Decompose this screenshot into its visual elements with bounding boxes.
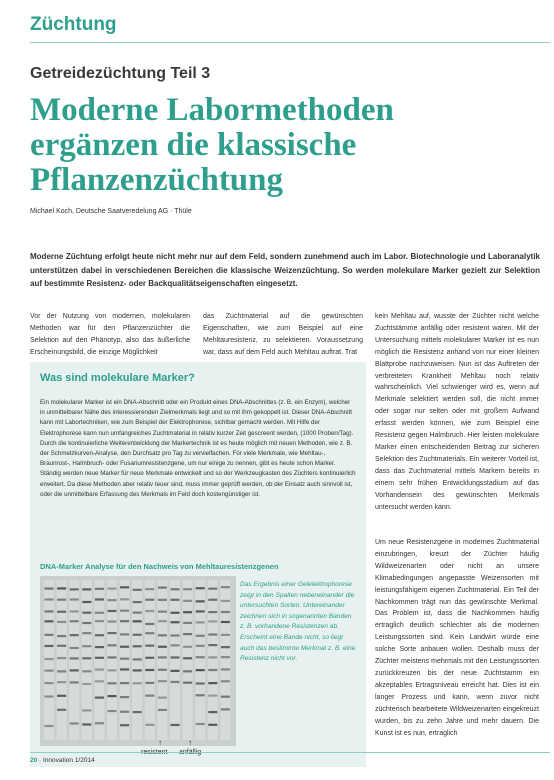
gel-lane [157, 580, 167, 740]
page-number: 20 [30, 757, 38, 764]
gel-band [158, 599, 167, 601]
page-footer [30, 757, 95, 764]
info-box-title: Was sind molekulare Marker? [40, 372, 195, 384]
gel-band [57, 695, 66, 697]
gel-band [108, 682, 117, 684]
gel-band [208, 656, 217, 658]
gel-band [221, 680, 230, 682]
gel-band [196, 723, 205, 725]
gel-band [221, 646, 230, 648]
column-3-text-continued: Um neue Resistenzgene in modernes Zuchtmaterial einzubringen, kreuzt der Züchter häufig Wildweizenarten oder nicht an unsere Klimabedingungen angepasste Weizensorten mit leistungsfähigem eigenen Zuchtmaterial. Ein Teil der Nachkommen trägt nun das gewünschte Merkmal. Das Problem ist, dass die Nachkommen häufig ertraglich deutlich schlechter als die modernen Leistungssorten sind. Kein Landwirt würde eine solche Sorte anbauen wollen. Deshalb muss der Züchter meistens mehrmals mit den Leistungssorten zurückkreuzen bis der neue Zuchtstamm ein akzeptables Ertragsniveau erreicht hat. Dies ist ein langer Prozess und kann, wenn zuvor nicht züchterisch bearbeitete Wildweizenarten eingekreuzt wurden, bis zu zehn Jahre und mehr dauern. Die Kunst ist es nun, ertraglich [375, 539, 539, 737]
title-line: Moderne Labormethoden [30, 92, 394, 128]
gel-band [108, 669, 117, 671]
gel-band [145, 695, 154, 697]
gel-lane [145, 580, 155, 740]
gel-lane [57, 580, 67, 740]
gel-band [171, 681, 180, 683]
gel-band [95, 722, 104, 724]
gel-band [221, 708, 230, 710]
gel-band [133, 682, 142, 684]
gel-band [158, 697, 167, 699]
gel-band [133, 601, 142, 603]
arrow-up-icon: ↑ [188, 738, 192, 747]
column-1-text: Vor der Nutzung von modernen, molekularen Methoden war für den Pflanzenzüchter die Selektion auf den Phänotyp, also das äußerliche Erscheinungsbild, die einzige Möglichkeit [30, 313, 190, 356]
gel-band [70, 620, 79, 622]
author-line: Michael Koch, Deutsche Saatveredelung AG · Thüle [30, 208, 192, 215]
gel-band [120, 682, 129, 684]
gel-band [95, 620, 104, 622]
gel-band [133, 611, 142, 613]
gel-band [158, 656, 167, 658]
gel-band [221, 668, 230, 670]
gel-band [133, 645, 142, 647]
gel-band [120, 724, 129, 726]
gel-band [95, 657, 104, 659]
gel-band [57, 635, 66, 637]
gel-lane [170, 580, 180, 740]
gel-lane [94, 580, 104, 740]
gel-band [183, 682, 192, 684]
gel-band [183, 611, 192, 613]
gel-band [95, 612, 104, 614]
gel-band [95, 696, 104, 698]
gel-band [221, 600, 230, 602]
page-title [30, 93, 540, 198]
gel-band [95, 588, 104, 590]
gel-band [70, 722, 79, 724]
gel-band [208, 711, 217, 713]
gel-band [45, 695, 54, 697]
title-line: ergänzen die klassische [30, 127, 357, 163]
gel-band [82, 645, 91, 647]
gel-band [196, 682, 205, 684]
gel-band [196, 669, 205, 671]
section-tag: Züchtung [30, 14, 117, 35]
gel-band [120, 598, 129, 600]
gel-band [120, 646, 129, 648]
gel-band [196, 587, 205, 589]
gel-band [208, 588, 217, 590]
gel-band [82, 723, 91, 725]
gel-band [45, 682, 54, 684]
gel-band [57, 599, 66, 601]
gel-band [57, 645, 66, 647]
gel-band [145, 623, 154, 625]
gel-band [221, 696, 230, 698]
gel-band [120, 711, 129, 713]
gel-band [171, 621, 180, 623]
gel-band [171, 588, 180, 590]
gel-band [145, 645, 154, 647]
gel-band [158, 586, 167, 588]
gel-band [183, 622, 192, 624]
gel-band [82, 622, 91, 624]
gel-band [208, 599, 217, 601]
gel-band [208, 669, 217, 671]
column-3-text: kein Mehltau auf, wusste der Züchter nicht welche Zuchtstämme anfällig oder resistent waren. Mit der Untersuchung mittels molekularer Marker ist es nun möglich die Resistenz anhand von nur einer kleinen Blattprobe nachzuweisen. Nun ist das Auftreten der verbreiteten Krankheit Mehltau noch relativ wahrscheinlich. Viel schwieriger wird es, wenn auf Merkmale selektiert werden soll, die nicht immer oder sogar nur selten oder mit großem Aufwand erfasst werden können, wie zum Beispiel eine Resistenz gegen Halmbruch. Hier leisten molekulare Marker einen entscheidenden Beitrag zur sicheren Selektion des Zuchtmaterials. Ein weiterer Vorteil ist, dass das Zuchtmaterial mittels Markern bereits in einem sehr frühen Entwicklungsstadium auf das Vorhandensein des gewünschten Merkmals untersucht werden kann. [375, 313, 539, 511]
gel-band [133, 634, 142, 636]
gel-band [95, 680, 104, 682]
gel-band [171, 670, 180, 672]
gel-band [196, 694, 205, 696]
section-divider [30, 42, 550, 43]
gel-band [183, 633, 192, 635]
gel-band [171, 634, 180, 636]
gel-band [57, 611, 66, 613]
gel-lane [208, 580, 218, 740]
gel-band [45, 645, 54, 647]
gel-band [120, 696, 129, 698]
figure-title: DNA-Marker Analyse für den Nachweis von Mehltauresistenzgenen [40, 562, 279, 571]
gel-band [70, 657, 79, 659]
gel-band [158, 646, 167, 648]
title-line: Pflanzenzüchtung [30, 162, 284, 198]
gel-band [57, 709, 66, 711]
gel-band [108, 610, 117, 612]
gel-band [196, 600, 205, 602]
gel-band [145, 657, 154, 659]
gel-band [196, 610, 205, 612]
gel-band [133, 620, 142, 622]
gel-band [70, 647, 79, 649]
gel-band [82, 601, 91, 603]
gel-band [145, 610, 154, 612]
gel-band [82, 670, 91, 672]
gel-band [57, 670, 66, 672]
gel-band [82, 683, 91, 685]
gel-lane [120, 580, 130, 740]
column-2-text: das Zuchtmaterial auf die gewünschten Eigenschaften, wie zum Beispiel auf eine Mehltauresistenz, zu selektieren. Voraussetzung war, dass auf dem Feld auch Mehltau auftrat. Trat [203, 313, 363, 356]
gel-band [133, 589, 142, 591]
gel-band [145, 682, 154, 684]
gel-band [208, 682, 217, 684]
gel-band [183, 646, 192, 648]
gel-band [57, 681, 66, 683]
gel-lane [195, 580, 205, 740]
gel-band [45, 658, 54, 660]
gel-band [221, 621, 230, 623]
gel-band [82, 588, 91, 590]
gel-band [70, 681, 79, 683]
footer-divider [30, 752, 550, 753]
gel-band [158, 669, 167, 671]
gel-band [196, 621, 205, 623]
gel-lane [183, 580, 193, 740]
gel-band [108, 632, 117, 634]
gel-band [45, 587, 54, 589]
figure-caption: Das Ergebnis einer Gelelektrophorese zeigt in den Spalten nebeneinander die untersuchten Sorten. Untereinander zeichnen sich in sogenannten Banden z. B. vorhandene Resistenzen ab. Erscheint eine Bande nicht, so liegt auch das bestimmte Merkmal z. B. eine Resistenz nicht vor. [240, 581, 356, 663]
gel-band [120, 633, 129, 635]
gel-band [108, 644, 117, 646]
gel-band [45, 634, 54, 636]
gel-band [82, 709, 91, 711]
gel-band [221, 656, 230, 658]
gel-band [145, 669, 154, 671]
info-box-text: Ein molekularer Marker ist ein DNA-Abschnitt oder ein Produkt eines DNA-Abschnittes (z. B. ein Enzym), welcher in unmittelbarer Nähe des interessierenden Zielmerkmals liegt und so mit ihm gekoppelt ist. Dieser DNA-Abschnitt kann mit Labortechniken, wie zum Beispiel der Elektrophorese, sichtbar gemacht werden. Mit Hilfe der Elektrophorese kann nun umfangreiches Zuchtmaterial in relativ kurzer Zeit gescreent werden, (1000 Proben/Tag). Durch die kontinuierliche Weiterentwicklung der Markertechnik ist es heute möglich mit neuen Methoden, wie z. B. der Schmelzkurven-Analyse, den Durchsatz pro Tag zu vervielfachen. Für viele Merkmale, wie Mehltau-, Braunrost-, Halmbruch- oder Fusariumresistenzgene, um nur einige zu nennen, gibt es heute schon Marker. Ständig werden neue Marker für neue Merkmale entwickelt und so der Werkzeugkasten des Züchters kontinuierlich erweitert. Da diese Methoden aber relativ teuer sind, muss immer geprüft werden, ob der Einsatz auch sinnvoll ist, oder die unmittelbare Erfassung des Merkmals im Feld doch kostengünstiger ist. [40, 399, 356, 498]
gel-band [120, 668, 129, 670]
gel-band [171, 612, 180, 614]
kicker: Getreidezüchtung Teil 3 [30, 65, 211, 82]
gel-band [171, 656, 180, 658]
gel-band [57, 587, 66, 589]
gel-band [208, 620, 217, 622]
gel-band [120, 586, 129, 588]
gel-band [158, 611, 167, 613]
gel-band [70, 588, 79, 590]
gel-band [208, 611, 217, 613]
gel-band [145, 632, 154, 634]
gel-band [120, 658, 129, 660]
gel-band [221, 634, 230, 636]
gel-band [208, 644, 217, 646]
gel-band [45, 598, 54, 600]
gel-band [57, 621, 66, 623]
gel-electrophoresis-graphic [40, 576, 236, 746]
gel-band [70, 598, 79, 600]
gel-band [95, 646, 104, 648]
gel-band [45, 669, 54, 671]
gel-band [158, 620, 167, 622]
footer-publication: · Innovation 1/2014 [37, 757, 95, 764]
gel-band [120, 610, 129, 612]
gel-band [45, 620, 54, 622]
gel-band [45, 610, 54, 612]
gel-band [196, 656, 205, 658]
gel-band [70, 669, 79, 671]
gel-band [108, 620, 117, 622]
gel-band [158, 680, 167, 682]
gel-band [183, 588, 192, 590]
gel-band [145, 588, 154, 590]
gel-band [208, 724, 217, 726]
gel-band [108, 599, 117, 601]
gel-band [95, 598, 104, 600]
gel-band [196, 645, 205, 647]
gel-band [70, 610, 79, 612]
gel-band [95, 634, 104, 636]
gel-band [145, 599, 154, 601]
gel-band [196, 635, 205, 637]
gel-band [95, 669, 104, 671]
gel-band [221, 586, 230, 588]
arrow-up-icon: ↑ [158, 738, 162, 747]
gel-image [40, 576, 236, 746]
gel-band [171, 644, 180, 646]
gel-band [158, 634, 167, 636]
gel-lane [69, 580, 79, 740]
gel-band [108, 587, 117, 589]
gel-lane [220, 580, 230, 740]
gel-band [171, 724, 180, 726]
gel-band [208, 633, 217, 635]
gel-band [108, 695, 117, 697]
gel-band [183, 600, 192, 602]
gel-band [57, 657, 66, 659]
gel-band [82, 612, 91, 614]
gel-band [183, 670, 192, 672]
gel-band [108, 656, 117, 658]
gel-band [171, 599, 180, 601]
gel-band [133, 711, 142, 713]
gel-band [70, 634, 79, 636]
gel-band [45, 725, 54, 727]
gel-band [183, 657, 192, 659]
gel-band [221, 611, 230, 613]
gel-lane [82, 580, 92, 740]
lead-paragraph: Moderne Züchtung erfolgt heute nicht mehr nur auf dem Feld, sondern zunehmend auch im Labor. Biotechnologie und Laboranalytik unterstützen dabei in verschiedenen Bereichen die klassische Weizenzüchtung. So werden molekulare Marker gezielt zur Selektion auf bestimmte Resistenz- oder Backqualitätseigenschaften eingesetzt. [30, 252, 540, 289]
gel-band [158, 709, 167, 711]
gel-band [120, 620, 129, 622]
gel-band [82, 657, 91, 659]
gel-lane [107, 580, 117, 740]
gel-band [145, 724, 154, 726]
gel-band [108, 710, 117, 712]
gel-band [82, 632, 91, 634]
gel-band [133, 658, 142, 660]
gel-band [133, 669, 142, 671]
gel-band [208, 695, 217, 697]
